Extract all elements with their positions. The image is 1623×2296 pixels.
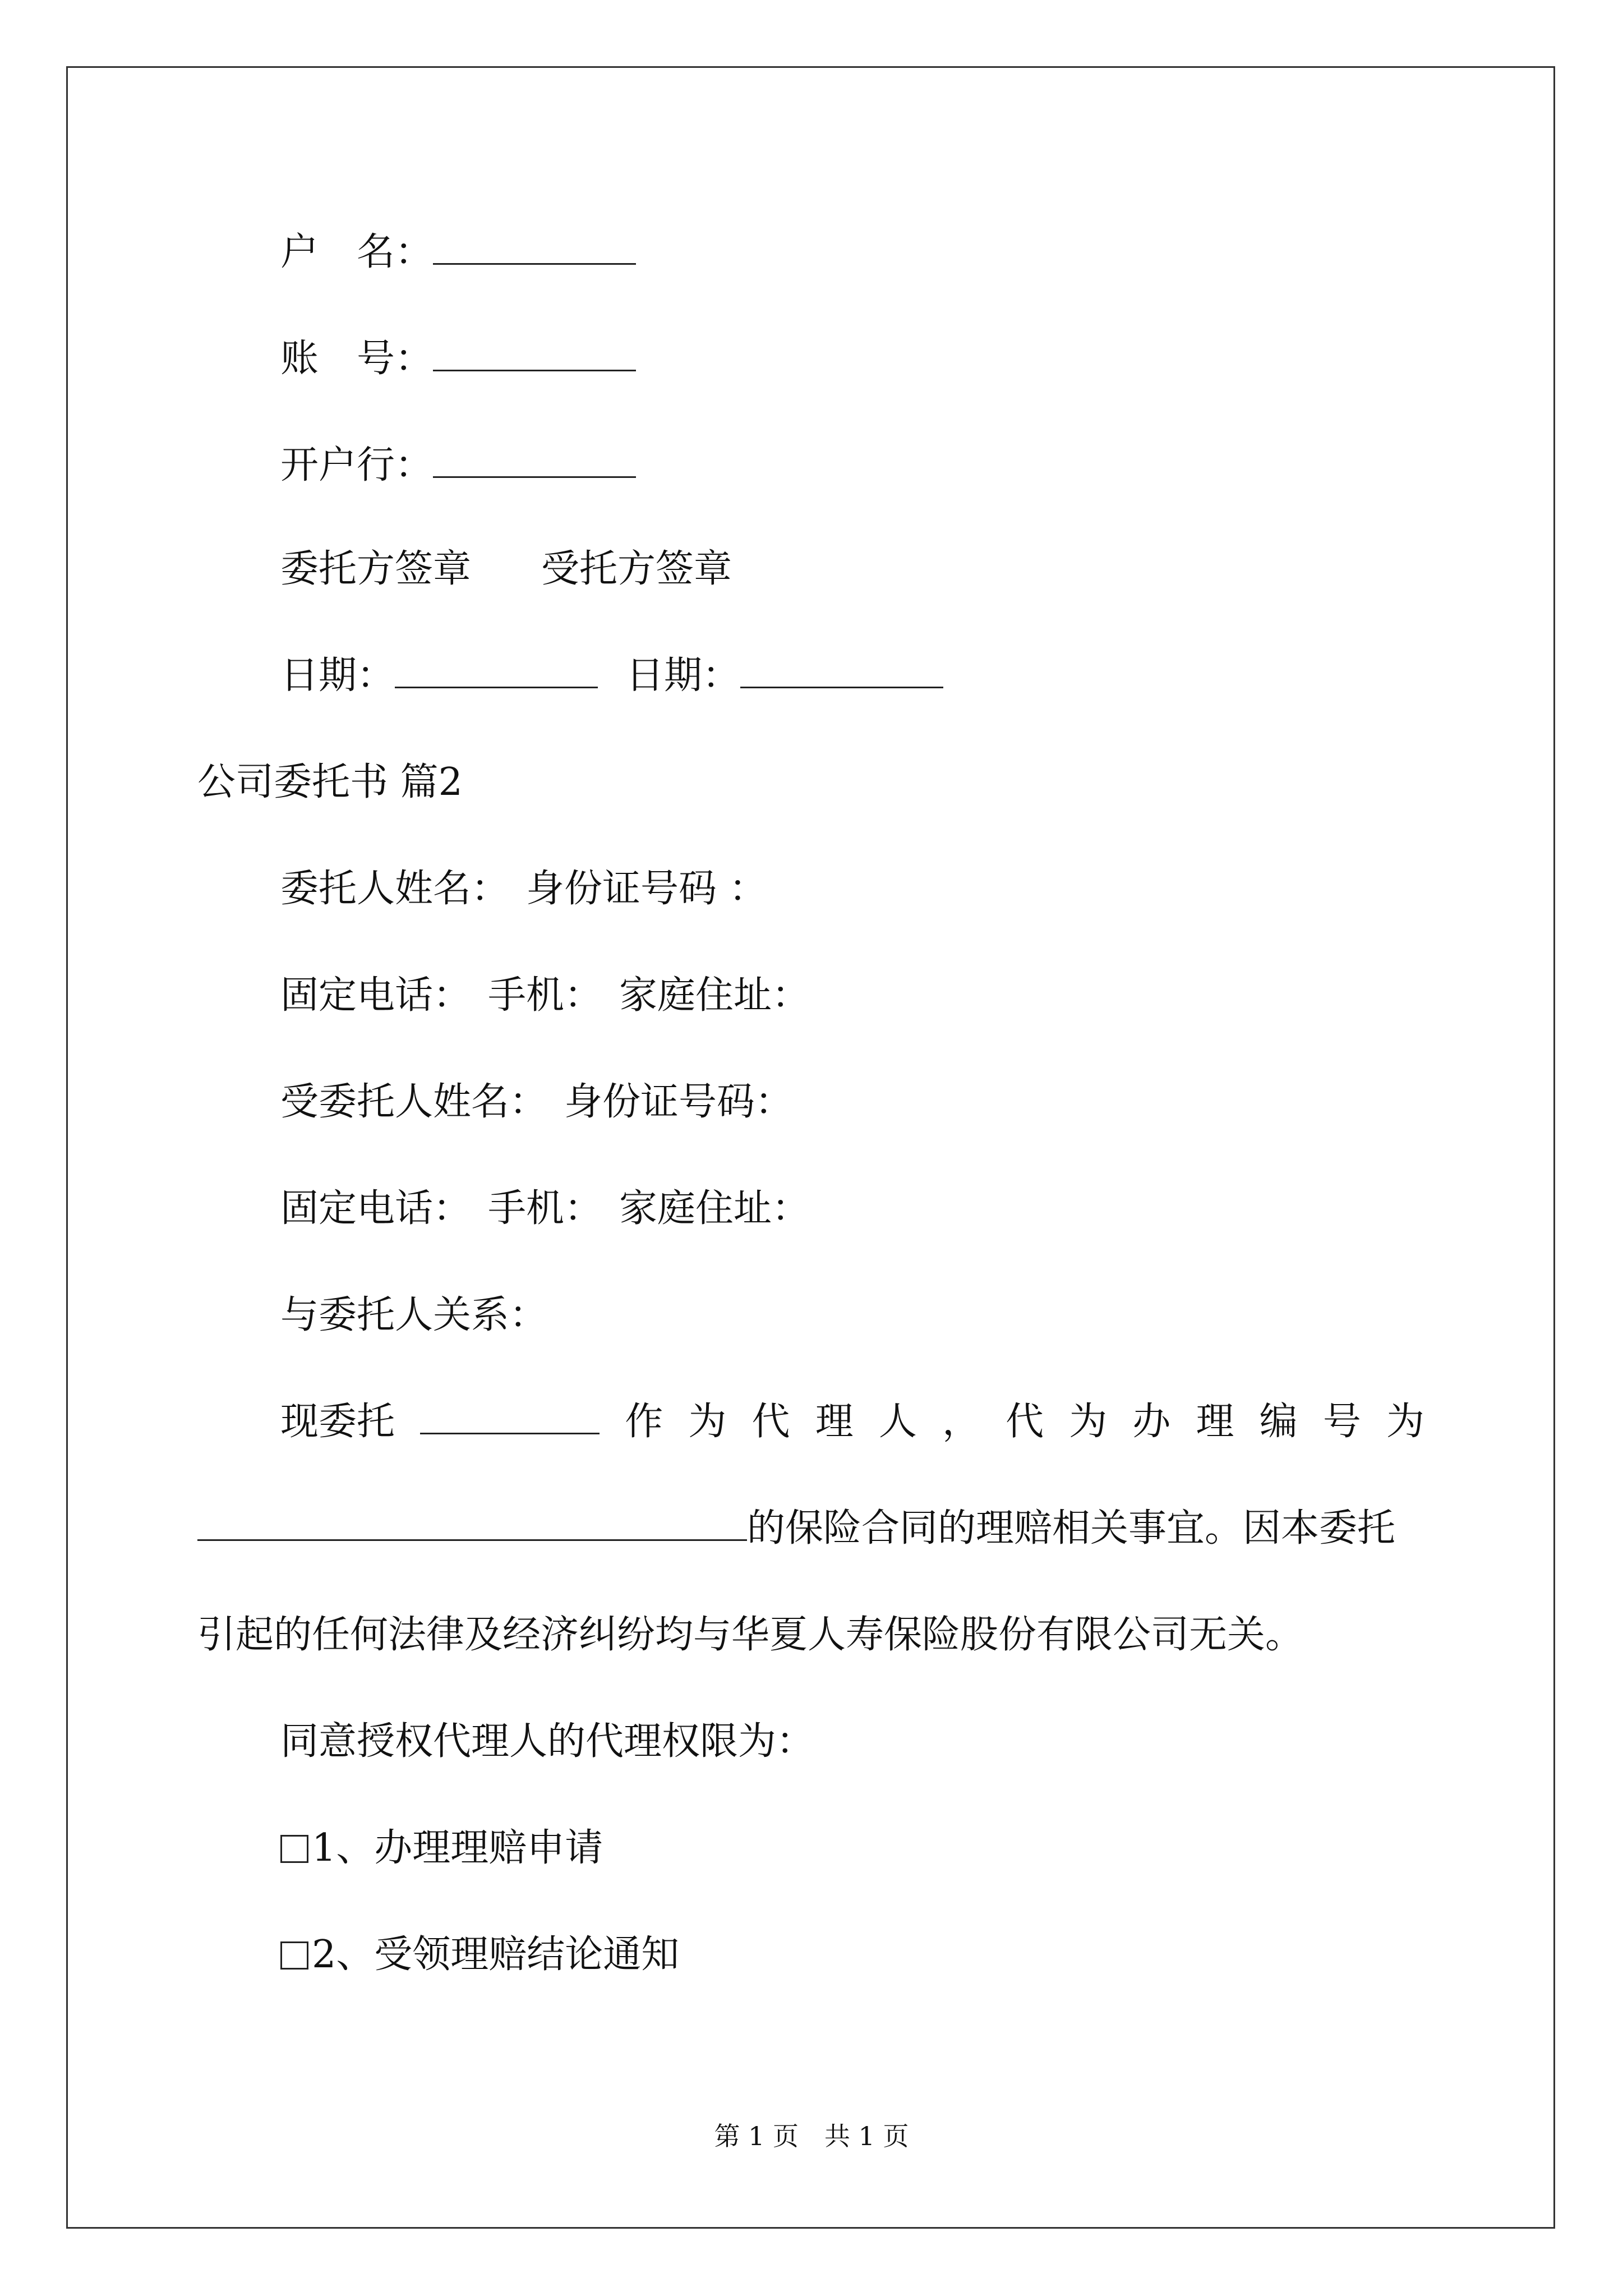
date-label-2: 日期： [626,654,741,698]
body-line-1 [280,1400,1424,1444]
account-no-label: 账 号： [280,337,434,381]
agent-row [280,1080,793,1125]
body-char: ， [942,1400,980,1444]
body-char: 代 [751,1400,790,1444]
body-char: 办 [1132,1400,1171,1444]
body-char: 号 [1322,1400,1361,1444]
account-name-blank[interactable] [433,232,636,265]
option-checkbox-2[interactable] [280,1941,308,1970]
principal-contact-row [280,973,810,1018]
option-label-2: 2、受领理赔结论通知 [312,1932,680,1977]
body-char: 编 [1259,1400,1298,1444]
body-char: 为 [1386,1400,1424,1444]
option-label-1: 1、办理理赔申请 [312,1826,603,1870]
bank-label: 开户行： [280,443,434,487]
seal-row [280,547,732,592]
account-name-label: 户 名： [280,230,434,274]
section-heading: 公司委托书 篇2 [197,760,463,804]
fixed-phone-label-2: 固定电话： [280,1186,472,1231]
account-name-row [280,230,636,275]
body-char: 理 [1196,1400,1234,1444]
body-char: 人 [878,1400,917,1444]
body-line2-text: 的保险合同的理赔相关事宜。因本委托 [747,1506,1396,1550]
agent-seal-label: 受托方签章 [541,547,732,591]
body-char: 作 [625,1400,663,1444]
body-line1-start: 现委托 [280,1400,395,1444]
account-no-row [280,337,636,381]
page-footer: 第 1 页 共 1 页 [714,2121,909,2151]
agent-name-label: 受委托人姓名： [280,1080,548,1124]
home-address-label-1: 家庭住址： [619,973,810,1018]
account-no-blank[interactable] [433,338,636,371]
date-row [280,654,943,698]
home-address-label-2: 家庭住址： [619,1186,810,1231]
body-line-3: 引起的任何法律及经济纠纷均与华夏人寿保险股份有限公司无关。 [197,1613,1304,1657]
body-char: 理 [815,1400,854,1444]
body-char: 代 [1006,1400,1044,1444]
fixed-phone-label-1: 固定电话： [280,973,472,1018]
agent-contact-row [280,1186,810,1231]
authority-intro: 同意授权代理人的代理权限为： [280,1719,815,1764]
principal-seal-label: 委托方签章 [280,547,472,591]
principal-row [280,867,767,912]
option-checkbox-1[interactable] [280,1835,308,1863]
date-label-1: 日期： [280,654,395,698]
body-line-2 [197,1506,1395,1551]
relationship-row: 与委托人关系： [280,1293,548,1337]
agent-blank[interactable] [420,1401,600,1434]
bank-row [280,443,636,488]
body-char: 为 [1069,1400,1108,1444]
date-blank-2[interactable] [740,655,943,688]
option-row-1 [280,1826,603,1871]
page-border [66,66,1555,2229]
contract-no-blank[interactable] [197,1508,747,1541]
principal-id-label: 身份证号码 ： [526,867,767,911]
mobile-label-1: 手机： [488,973,603,1018]
option-row-2 [280,1932,679,1977]
principal-name-label: 委托人姓名： [280,867,510,911]
body-char: 为 [688,1400,727,1444]
date-blank-1[interactable] [395,655,598,688]
mobile-label-2: 手机： [488,1186,603,1231]
agent-id-label: 身份证号码： [564,1080,794,1124]
bank-blank[interactable] [433,445,636,478]
